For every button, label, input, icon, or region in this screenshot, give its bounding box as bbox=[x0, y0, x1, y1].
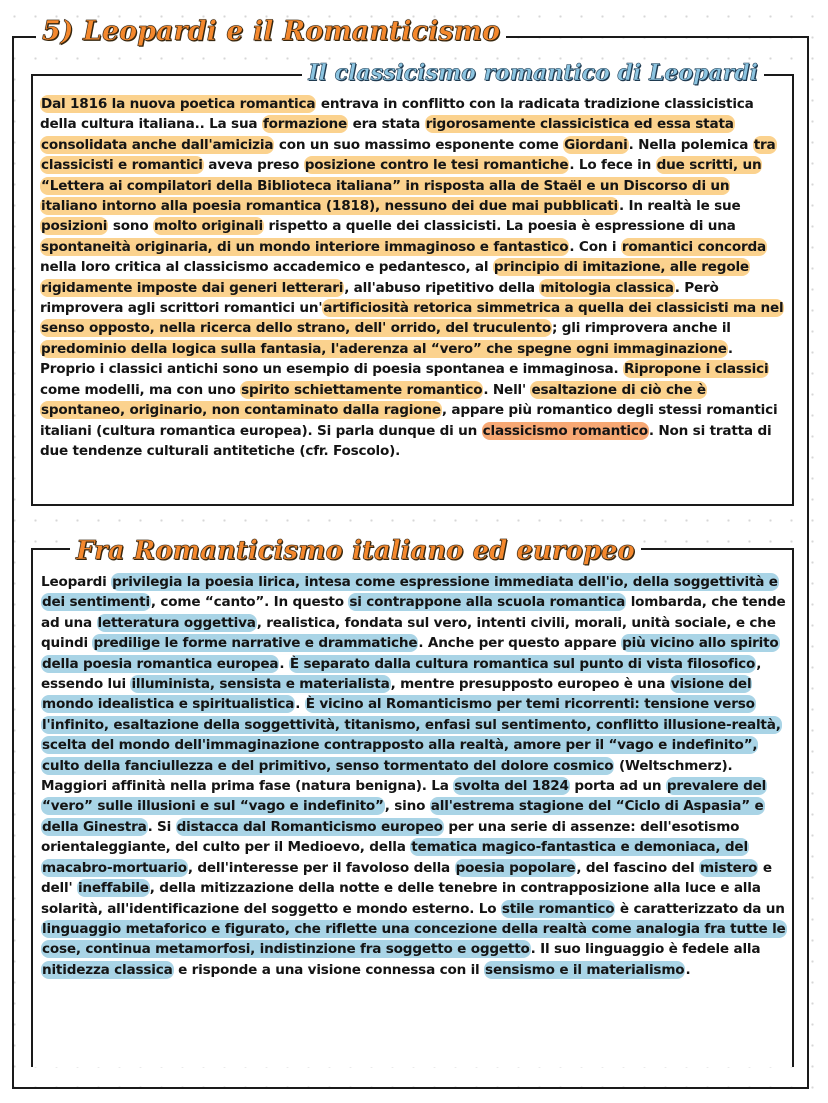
text-segment: . Nella polemica bbox=[628, 136, 753, 153]
highlighted-text: posizioni bbox=[41, 218, 108, 235]
text-segment: rispetto a quelle dei classicisti. La poesia è espressione di una bbox=[264, 218, 736, 235]
text-segment: . Con i bbox=[569, 238, 621, 255]
highlighted-text: nitidezza classica bbox=[42, 961, 173, 978]
highlighted-text: letteratura oggettiva bbox=[97, 614, 256, 631]
text-segment: . Lo fece in bbox=[569, 157, 656, 174]
highlighted-text: Ripropone i classici bbox=[623, 361, 769, 378]
text-segment: lombarda, che tende ad una bbox=[41, 594, 786, 631]
text-segment: . Si bbox=[147, 818, 176, 835]
highlighted-text: visione del mondo idealistica e spiritualistica bbox=[42, 676, 752, 713]
highlighted-text: sensismo e il materialismo bbox=[485, 961, 685, 978]
text-segment: Leopardi bbox=[41, 574, 112, 590]
text-segment: , sino bbox=[384, 798, 430, 815]
highlighted-text: posizione contro le tesi romantiche bbox=[304, 157, 569, 174]
highlighted-text: illuminista, sensista e materialista bbox=[131, 676, 390, 693]
highlighted-text: È separato dalla cultura romantica sul punto di vista filosofico bbox=[289, 655, 756, 672]
highlighted-text: spirito schiettamente romantico bbox=[241, 381, 483, 398]
highlighted-text: stile romantico bbox=[501, 900, 615, 917]
text-segment: sono bbox=[108, 218, 153, 235]
highlighted-text: principio di imitazione, alle regole rigidamente imposte dai generi letterari bbox=[41, 259, 749, 296]
text-segment: , essendo lui bbox=[41, 655, 762, 693]
text-segment: , mentre presupposto europeo è una bbox=[390, 676, 670, 693]
text-segment: con un suo massimo esponente come bbox=[274, 136, 564, 153]
text-segment: . Non si tratta di due tendenze culturali antitetiche (cfr. Foscolo). bbox=[40, 422, 772, 459]
text-segment: aveva preso bbox=[203, 157, 304, 174]
text-segment: e risponde a una visione connessa con il bbox=[173, 961, 485, 978]
highlighted-text: tra classicisti e romantici bbox=[41, 136, 776, 174]
highlighted-text: spontaneità originaria, di un mondo interiore immaginoso e fantastico bbox=[41, 238, 569, 255]
highlighted-text: formazione bbox=[262, 116, 348, 133]
text-segment: . Proprio i classici antichi sono un esempio di poesia spontanea e immaginosa. bbox=[40, 340, 733, 378]
text-segment: entrava in conflitto con la radicata tradizione classicistica della cultura italiana.. La sua bbox=[40, 96, 754, 133]
text-segment: nella loro critica al classicismo accademico e pedantesco, al bbox=[40, 259, 493, 276]
highlighted-text: Dal 1816 la nuova poetica romantica bbox=[41, 96, 316, 112]
section-romanticismo-text bbox=[41, 572, 786, 980]
section-classicismo-title: Il classicismo romantico di Leopardi bbox=[302, 62, 764, 84]
text-segment: . bbox=[685, 961, 691, 978]
text-segment: , della mitizzazione della notte e delle tenebre in contrapposizione alla luce e alla solarità, all'identificazione del soggetto e mondo esterno. Lo bbox=[41, 880, 761, 917]
highlighted-text: distacca dal Romanticismo europeo bbox=[176, 818, 443, 835]
text-segment: , realistica, fondata sul vero, intenti civili, morali, unità sociale, e che quindi bbox=[41, 614, 776, 652]
highlighted-text: È vicino al Romanticismo per temi ricorrenti: tensione verso l'infinito, esaltazione della soggettività, titanismo, enfasi sul sentimento, conflitto illusione-realtà, scelta del mondo dell'immaginazione contrapposto alla realtà, amore per il “vago e indefinito”, culto della fanciullezza e del primitivo, senso tormentato del dolore cosmico bbox=[42, 696, 781, 774]
highlighted-text: più vicino allo spirito della poesia romantica europea bbox=[42, 635, 779, 672]
highlighted-text: due scritti, un “Lettera ai compilatori della Biblioteca italiana” in risposta alla de Staël e un Discorso di un italiano intorno alla poesia romantica (1818), nessuno dei due mai pubblicati bbox=[41, 157, 762, 215]
text-segment: , dell'interesse per il favoloso della bbox=[187, 859, 455, 876]
section-romanticismo-box bbox=[31, 548, 794, 1067]
text-segment: per una serie di assenze: dell'esotismo orientaleggiante, del culto per il Medioevo, della bbox=[41, 818, 740, 856]
section-classicismo-box bbox=[31, 74, 794, 506]
text-segment: (Weltschmerz). Maggiori affinità nella prima fase (natura benigna). La bbox=[41, 757, 733, 795]
highlighted-text: svolta del 1824 bbox=[454, 778, 569, 795]
highlighted-text: artificiosità retorica simmetrica a quella dei classicisti ma nel senso opposto, nella ricerca dello strano, dell' orrido, del truculento bbox=[41, 300, 784, 337]
text-segment: . Il suo linguaggio è fedele alla bbox=[530, 941, 761, 958]
highlighted-text: predominio della logica sulla fantasia, l'aderenza al “vero” che spegne ogni immaginazione bbox=[41, 340, 727, 357]
text-segment: , come “canto”. In questo bbox=[150, 594, 349, 611]
main-title: 5) Leopardi e il Romanticismo bbox=[36, 18, 506, 45]
text-segment: . In realtà le sue bbox=[619, 198, 741, 215]
highlighted-text: predilige le forme narrative e drammatiche bbox=[93, 635, 418, 652]
highlighted-text: ineffabile bbox=[77, 880, 149, 897]
section-classicismo-text bbox=[40, 94, 784, 461]
text-segment: . Nell' bbox=[483, 381, 531, 398]
highlighted-text: rigorosamente classicistica ed essa stata consolidata anche dall'amicizia bbox=[41, 116, 734, 153]
highlighted-text: si contrappone alla scuola romantica bbox=[349, 594, 626, 611]
section-romanticismo-title: Fra Romanticismo italiano ed europeo bbox=[70, 538, 641, 564]
highlighted-text: privilegia la poesia lirica, intesa come espressione immediata dell'io, della soggettività e dei sentimenti bbox=[42, 574, 778, 611]
text-segment: , all'abuso ripetitivo della bbox=[344, 279, 540, 296]
text-segment: . bbox=[279, 655, 289, 672]
highlighted-text: mitologia classica bbox=[540, 279, 674, 296]
text-segment: . bbox=[295, 696, 305, 713]
highlighted-text: romantici concorda bbox=[621, 238, 766, 255]
highlighted-text: molto originali bbox=[154, 218, 263, 235]
highlighted-text: linguaggio metaforico e figurato, che riflette una concezione della realtà come analogia fra tutte le cose, continua metamorfosi, indistinzione fra soggetto e oggetto bbox=[42, 920, 786, 958]
highlighted-text: esaltazione di ciò che è spontaneo, originario, non contaminato dalla ragione bbox=[41, 381, 706, 419]
text-segment: , appare più romantico degli stessi romantici italiani (cultura romantica europea). Si parla dunque di un bbox=[40, 402, 778, 439]
highlighted-text: all'estrema stagione del “Ciclo di Aspasia” e della Ginestra bbox=[42, 798, 764, 835]
highlighted-text: classicismo romantico bbox=[482, 422, 648, 439]
highlighted-text: poesia popolare bbox=[455, 859, 576, 876]
highlighted-text: tematica magico-fantastica e demoniaca, del macabro-mortuario bbox=[42, 839, 748, 876]
text-segment: , del fascino del bbox=[576, 859, 700, 876]
highlighted-text: Giordani bbox=[564, 136, 628, 153]
text-segment: come modelli, ma con uno bbox=[40, 381, 241, 398]
text-segment: ; gli rimprovera anche il bbox=[551, 320, 731, 337]
text-segment: . Anche per questo appare bbox=[418, 635, 622, 652]
text-segment: era stata bbox=[348, 116, 425, 133]
text-segment: e dell' bbox=[41, 859, 772, 897]
highlighted-text: prevalere del “vero” sulle illusioni e sul “vago e indefinito” bbox=[42, 778, 767, 815]
highlighted-text: mistero bbox=[700, 859, 758, 876]
text-segment: è caratterizzato da un bbox=[615, 900, 785, 917]
text-segment: . Però rimprovera agli scrittori romantici un' bbox=[40, 279, 719, 317]
text-segment: porta ad un bbox=[569, 778, 666, 795]
